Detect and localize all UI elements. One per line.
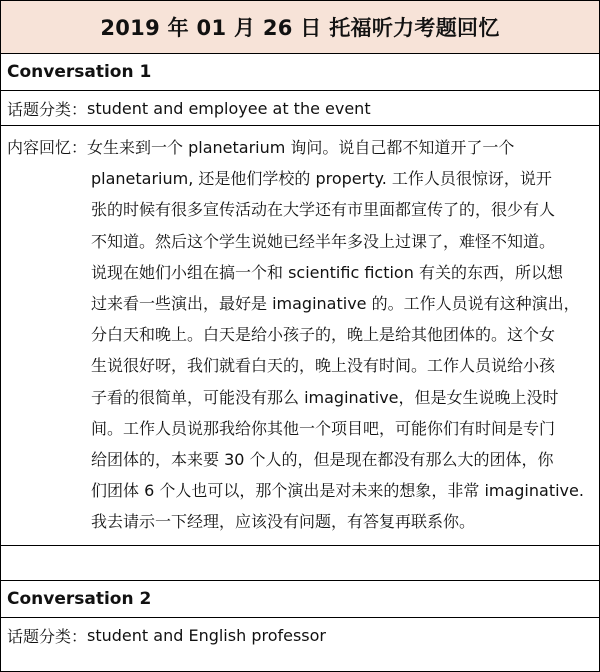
content-line: 们团体 6 个人也可以，那个演出是对未来的想象，非常 imaginative.: [91, 481, 584, 501]
conversation-1-heading-row: [1, 54, 599, 91]
conversation-1-category: student and employee at the event: [87, 98, 371, 118]
page-title: 2019 年 01 月 26 日 托福听力考题回忆: [100, 16, 500, 40]
content-line: 内容回忆：女生来到一个 planetarium 询问。说自己都不知道开了一个: [7, 138, 515, 157]
conversation-1-content-row: [1, 126, 599, 546]
conversation-2-category-row: [1, 618, 599, 652]
conversation-1-category-row: [1, 91, 599, 126]
content-line: planetarium, 还是他们学校的 property. 工作人员很惊讶，说开: [91, 169, 552, 189]
content-label: 内容回忆：: [7, 138, 88, 157]
content-line: 给团体的，本来要 30 个人的，但是现在都没有那么大的团体，你: [91, 450, 554, 470]
spacer-row: [1, 546, 599, 581]
content-line: 生说很好呀，我们就看白天的，晚上没有时间。工作人员说给小孩: [91, 356, 556, 376]
content-line: 我去请示一下经理，应该没有问题，有答复再联系你。: [91, 512, 476, 532]
conversation-2-category: student and English professor: [87, 625, 326, 645]
title-bar: [1, 1, 599, 54]
content-line: 不知道。然后这个学生说她已经半年多没上过课了，难怪不知道。: [91, 231, 556, 251]
content-line: 分白天和晚上。白天是给小孩子的，晚上是给其他团体的。这个女: [91, 325, 556, 345]
conversation-2-heading: Conversation 2: [7, 589, 152, 609]
category-label: 话题分类：: [7, 626, 88, 646]
content-line: 子看的很简单，可能没有那么 imaginative，但是女生说晚上没时: [91, 387, 559, 407]
content-line: 过来看一些演出，最好是 imaginative 的。工作人员说有这种演出，: [91, 294, 580, 314]
conversation-2-heading-row: [1, 581, 599, 618]
content-line: 说现在她们小组在搞一个和 scientific fiction 有关的东西，所以想: [91, 262, 563, 282]
category-label: 话题分类：: [7, 99, 88, 119]
conversation-1-heading: Conversation 1: [7, 62, 152, 82]
conversation-1-content: [7, 132, 591, 538]
content-line: 间。工作人员说那我给你其他一个项目吧，可能你们有时间是专门: [91, 418, 556, 438]
content-line: 张的时候有很多宣传活动在大学还有市里面都宣传了的，很少有人: [91, 200, 556, 220]
